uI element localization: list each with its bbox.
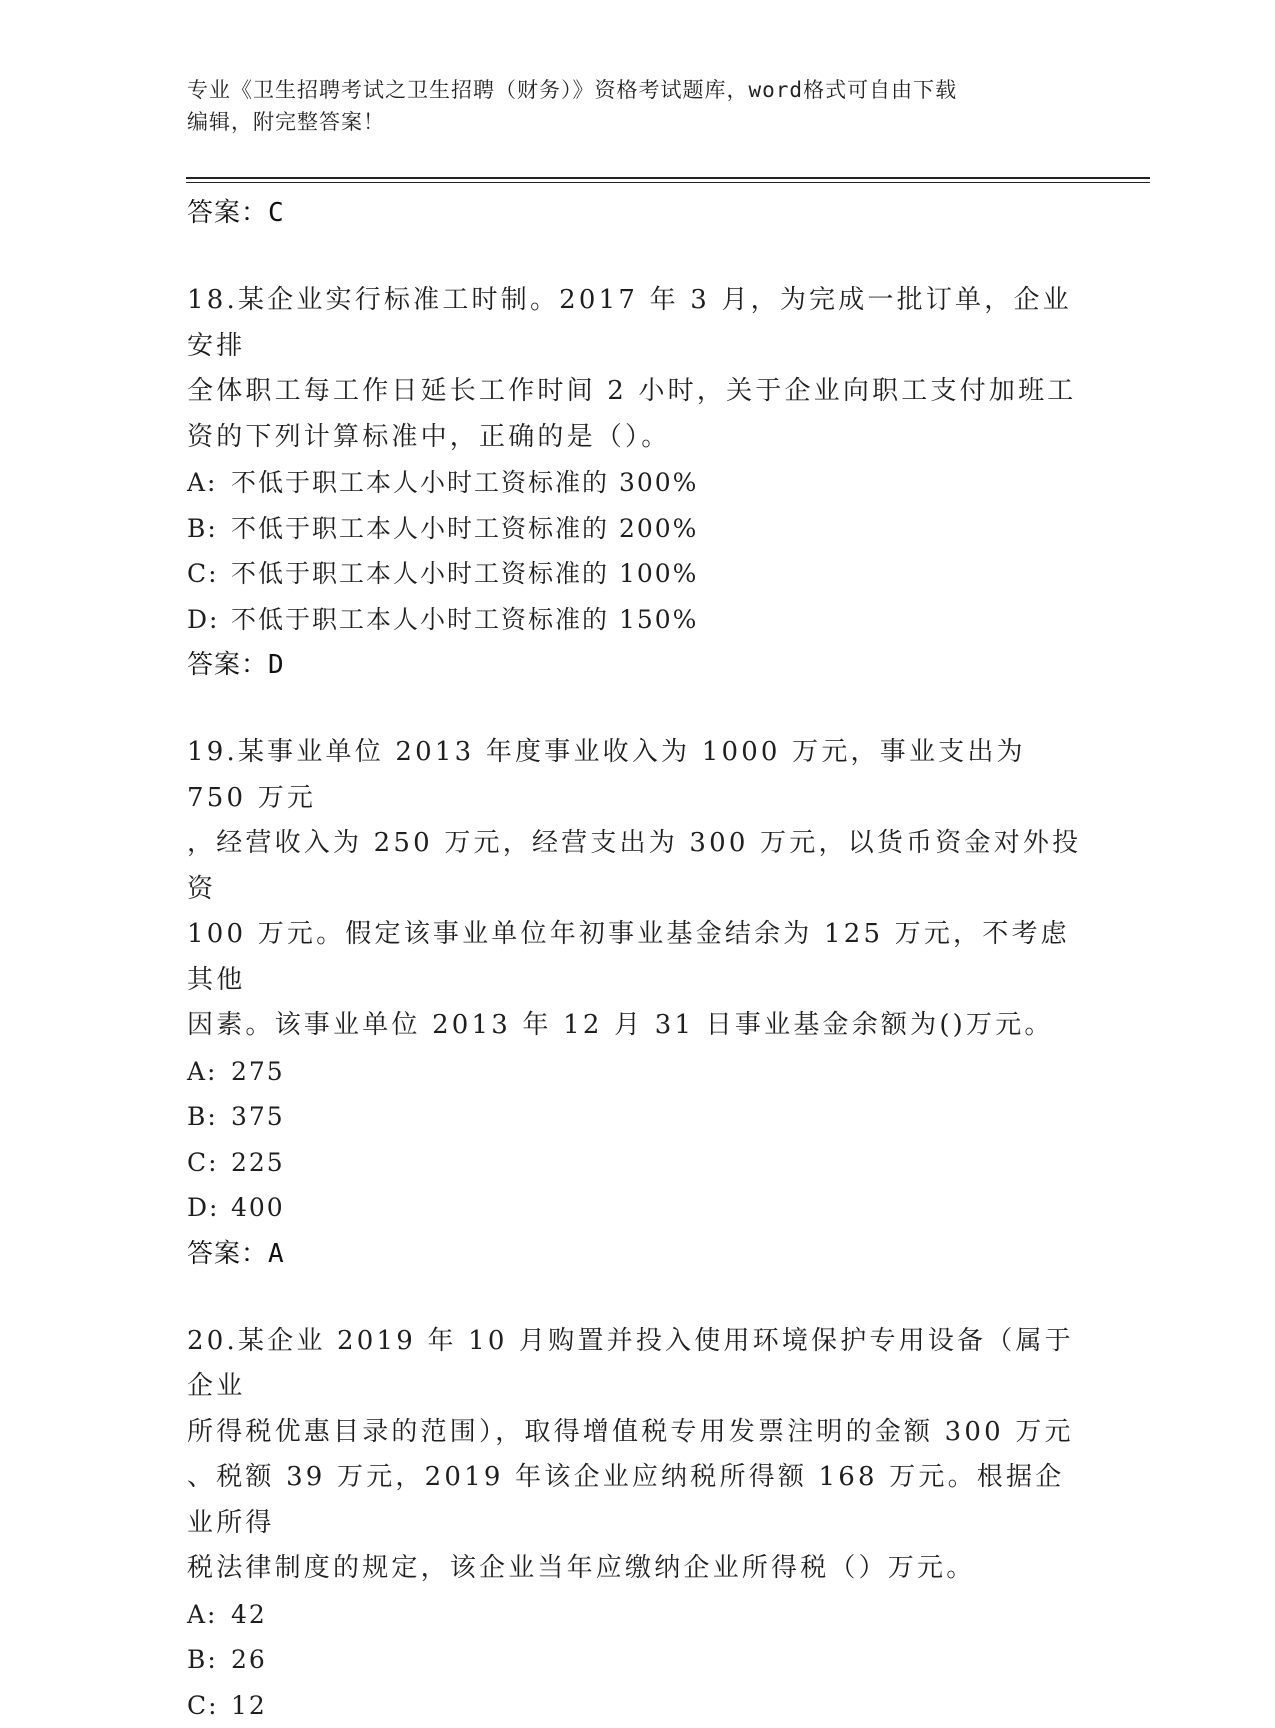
option-letter: A: bbox=[187, 1049, 231, 1095]
header-line-2: 编辑，附完整答案！ bbox=[187, 106, 1067, 138]
question-line: ，经营收入为 250 万元，经营支出为 300 万元，以货币资金对外投资 bbox=[187, 821, 1087, 912]
option-letter: C: bbox=[187, 551, 231, 597]
option-a bbox=[187, 1049, 1087, 1095]
option-letter: B: bbox=[187, 1637, 231, 1683]
question-18 bbox=[187, 278, 1087, 688]
spacer bbox=[187, 236, 1087, 278]
option-letter: C: bbox=[187, 1683, 231, 1728]
answer-label: 答案： bbox=[187, 650, 268, 680]
answer-line-prev bbox=[187, 190, 1087, 236]
question-line: 100 万元。假定该事业单位年初事业基金结余为 125 万元，不考虑其他 bbox=[187, 912, 1087, 1003]
document-header bbox=[187, 74, 1067, 138]
question-line: 全体职工每工作日延长工作时间 2 小时，关于企业向职工支付加班工 bbox=[187, 369, 1087, 415]
option-letter: D: bbox=[187, 1185, 231, 1231]
question-line: 20.某企业 2019 年 10 月购置并投入使用环境保护专用设备（属于企业 bbox=[187, 1319, 1087, 1410]
option-text: 不低于职工本人小时工资标准的 150% bbox=[231, 605, 698, 634]
question-19 bbox=[187, 730, 1087, 1277]
question-line: 税法律制度的规定，该企业当年应缴纳企业所得税（）万元。 bbox=[187, 1546, 1087, 1592]
option-c bbox=[187, 1683, 1087, 1728]
question-line: 、税额 39 万元，2019 年该企业应纳税所得额 168 万元。根据企业所得 bbox=[187, 1455, 1087, 1546]
answer-value: D bbox=[268, 650, 285, 680]
option-d bbox=[187, 597, 1087, 643]
option-letter: C: bbox=[187, 1140, 231, 1186]
option-letter: B: bbox=[187, 506, 231, 552]
answer-line bbox=[187, 1231, 1087, 1277]
option-letter: A: bbox=[187, 460, 231, 506]
option-c bbox=[187, 551, 1087, 597]
option-text: 12 bbox=[231, 1691, 267, 1720]
option-a bbox=[187, 460, 1087, 506]
document-body bbox=[187, 190, 1087, 1728]
question-line: 19.某事业单位 2013 年度事业收入为 1000 万元，事业支出为 750 万元 bbox=[187, 730, 1087, 821]
question-20 bbox=[187, 1319, 1087, 1728]
question-text bbox=[187, 730, 1087, 1049]
answer-label: 答案： bbox=[187, 198, 268, 228]
option-letter: B: bbox=[187, 1094, 231, 1140]
option-text: 26 bbox=[231, 1645, 267, 1674]
answer-value: A bbox=[268, 1239, 285, 1269]
option-text: 42 bbox=[231, 1600, 267, 1629]
question-text bbox=[187, 278, 1087, 460]
header-rule-thin bbox=[186, 182, 1150, 183]
option-b bbox=[187, 506, 1087, 552]
option-text: 375 bbox=[231, 1102, 285, 1131]
question-line: 因素。该事业单位 2013 年 12 月 31 日事业基金余额为()万元。 bbox=[187, 1003, 1087, 1049]
option-b bbox=[187, 1094, 1087, 1140]
option-a bbox=[187, 1592, 1087, 1638]
question-text bbox=[187, 1319, 1087, 1592]
option-letter: D: bbox=[187, 597, 231, 643]
option-d bbox=[187, 1185, 1087, 1231]
answer-value: C bbox=[268, 198, 285, 228]
option-text: 400 bbox=[231, 1193, 285, 1222]
question-line: 18.某企业实行标准工时制。2017 年 3 月，为完成一批订单，企业安排 bbox=[187, 278, 1087, 369]
option-text: 不低于职工本人小时工资标准的 300% bbox=[231, 468, 698, 497]
option-text: 不低于职工本人小时工资标准的 100% bbox=[231, 559, 698, 588]
option-text: 275 bbox=[231, 1057, 285, 1086]
spacer bbox=[187, 688, 1087, 730]
option-text: 不低于职工本人小时工资标准的 200% bbox=[231, 514, 698, 543]
option-b bbox=[187, 1637, 1087, 1683]
header-rule-thick bbox=[186, 177, 1150, 179]
question-line: 所得税优惠目录的范围），取得增值税专用发票注明的金额 300 万元 bbox=[187, 1410, 1087, 1456]
answer-line bbox=[187, 642, 1087, 688]
spacer bbox=[187, 1277, 1087, 1319]
question-line: 资的下列计算标准中，正确的是（）。 bbox=[187, 415, 1087, 461]
option-c bbox=[187, 1140, 1087, 1186]
option-letter: A: bbox=[187, 1592, 231, 1638]
header-line-1: 专业《卫生招聘考试之卫生招聘（财务）》资格考试题库，word格式可自由下载 bbox=[187, 74, 1067, 106]
option-text: 225 bbox=[231, 1148, 285, 1177]
answer-label: 答案： bbox=[187, 1239, 268, 1269]
